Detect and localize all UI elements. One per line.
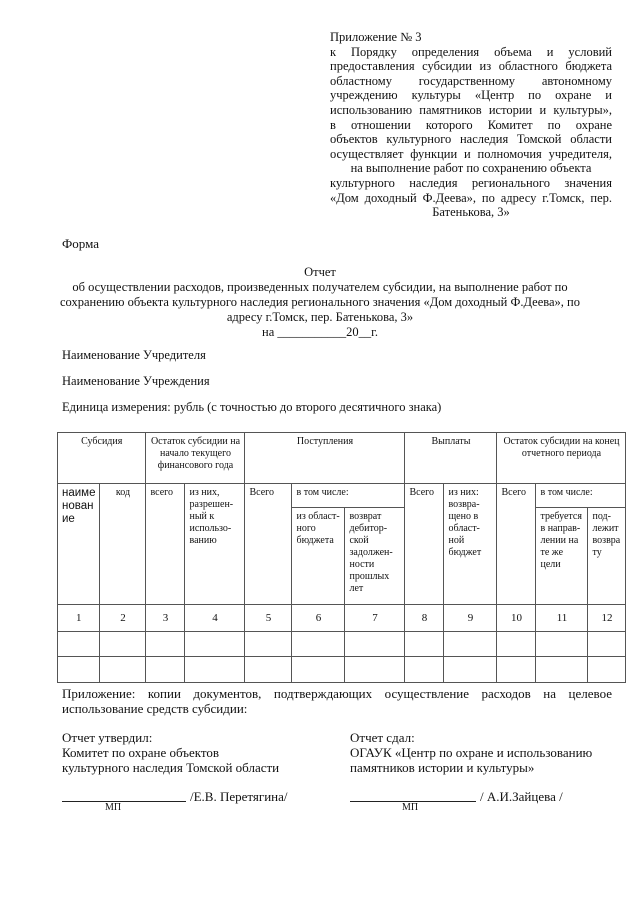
table-cell[interactable] [497, 632, 536, 657]
col-start-allowed: из них, разрешен-ный к использо-ванию [185, 484, 245, 605]
appendix-line: Батенькова, 3» [432, 205, 510, 220]
table-cell[interactable] [146, 657, 185, 683]
column-number: 6 [292, 605, 345, 632]
form-label: Форма [62, 236, 99, 251]
approved-org: Комитет по охране объектов [62, 745, 220, 760]
submitted-org: памятников истории и культуры» [350, 760, 535, 775]
column-number: 2 [100, 605, 146, 632]
appendix-line: «Дом доходный Ф.Деева», по адресу г.Томск, пер. [330, 190, 612, 205]
report-subtitle-line: адресу г.Томск, пер. Батенькова, 3» [226, 310, 414, 324]
table-cell[interactable] [536, 632, 588, 657]
approved-block [62, 730, 279, 775]
table-cell[interactable] [536, 657, 588, 683]
founder-name-label: Наименование Учредителя [62, 348, 206, 362]
column-number: 4 [185, 605, 245, 632]
header-payments: Выплаты [405, 433, 497, 484]
submitted-label: Отчет сдал: [350, 730, 415, 745]
table-cell[interactable] [588, 632, 626, 657]
column-numbers-row [58, 605, 626, 632]
approved-org: культурного наследия Томской области [62, 760, 280, 775]
appendix-line: объектов культурного наследия Томской области [330, 132, 612, 147]
col-income-regional: из област-ного бюджета [292, 508, 345, 605]
table-row [58, 632, 626, 657]
table-cell[interactable] [245, 657, 292, 683]
col-end-to-return: под-лежит возвра ту [588, 508, 626, 605]
table-cell[interactable] [444, 657, 497, 683]
table-cell[interactable] [497, 657, 536, 683]
table-cell[interactable] [245, 632, 292, 657]
report-subtitle-line: об осуществлении расходов, произведенных получателем субсидии, на выполнение работ по [72, 280, 568, 294]
approved-signatory: /Е.В. Перетягина/ [190, 789, 288, 804]
table-row [58, 657, 626, 683]
col-income-total: Всего [245, 484, 292, 605]
submitted-stamp: МП [402, 802, 419, 813]
appendix-line: областному государственному автономному [330, 73, 612, 88]
report-title-block [0, 265, 640, 340]
table-cell[interactable] [588, 657, 626, 683]
table-cell[interactable] [345, 657, 405, 683]
submitted-org: ОГАУК «Центр по охране и использованию [350, 745, 593, 760]
col-income-including: в том числе: [292, 484, 405, 508]
header-start-balance: Остаток субсидии на начало текущего финансового года [146, 433, 245, 484]
submitted-block [350, 730, 592, 775]
column-number: 12 [588, 605, 626, 632]
col-name: наиме нован ие [58, 484, 100, 605]
table-cell[interactable] [185, 632, 245, 657]
col-end-including: в том числе: [536, 484, 626, 508]
table-cell[interactable] [185, 657, 245, 683]
column-number: 8 [405, 605, 444, 632]
appendix-line: предоставления субсидии из областного бюджета [330, 59, 612, 74]
table-cell[interactable] [292, 632, 345, 657]
appendix-line: учреждению культуры «Центр по охране и [330, 88, 612, 103]
col-payments-total: Всего [405, 484, 444, 605]
approved-signature-line [62, 800, 186, 802]
col-income-debt-return: возврат дебитор-ской задолжен-ности прошлых лет [345, 508, 405, 605]
appendix-line: в отношении которого Комитет по охране [330, 117, 612, 132]
column-number: 11 [536, 605, 588, 632]
table-cell[interactable] [405, 632, 444, 657]
approved-label: Отчет утвердил: [62, 730, 153, 745]
appendix-line: к Порядку определения объема и условий [330, 44, 612, 59]
column-number: 1 [58, 605, 100, 632]
column-number: 9 [444, 605, 497, 632]
col-start-total: всего [146, 484, 185, 605]
unit-label: Единица измерения: рубль (с точностью до второго десятичного знака) [62, 400, 442, 414]
report-date-line: на ___________20__г. [262, 325, 378, 339]
appendix-line: осуществляет функции и полномочия учредителя, [330, 146, 612, 161]
col-end-total: Всего [497, 484, 536, 605]
table-cell[interactable] [146, 632, 185, 657]
report-subtitle-line: сохранению объекта культурного наследия регионального значения «Дом доходный Ф.Деева», по [59, 295, 581, 309]
header-income: Поступления [245, 433, 405, 484]
table-cell[interactable] [100, 657, 146, 683]
appendix-header [330, 30, 612, 220]
header-subsidy: Субсидия [58, 433, 146, 484]
table-cell[interactable] [345, 632, 405, 657]
col-payments-returned: из них: возвра-щено в област-ной бюджет [444, 484, 497, 605]
appendix-line: на выполнение работ по сохранению объекта [350, 161, 592, 176]
table-cell[interactable] [100, 632, 146, 657]
submitted-signatory: / А.И.Зайцева / [480, 789, 563, 804]
report-title: Отчет [304, 265, 336, 279]
col-code: код [100, 484, 146, 605]
column-number: 3 [146, 605, 185, 632]
report-table [57, 432, 626, 683]
table-cell[interactable] [405, 657, 444, 683]
column-number: 7 [345, 605, 405, 632]
approved-stamp: МП [105, 802, 122, 813]
column-number: 10 [497, 605, 536, 632]
table-cell[interactable] [292, 657, 345, 683]
appendix-line: культурного наследия регионального значения [330, 175, 612, 190]
institution-name-label: Наименование Учреждения [62, 374, 210, 388]
col-end-same-goals: требуется в направ-лении на те же цели [536, 508, 588, 605]
column-number: 5 [245, 605, 292, 632]
header-end-balance: Остаток субсидии на конец отчетного периода [497, 433, 626, 484]
table-cell[interactable] [58, 657, 100, 683]
appendix-line: Приложение № 3 [330, 30, 422, 44]
table-cell[interactable] [444, 632, 497, 657]
table-cell[interactable] [58, 632, 100, 657]
appendix-line: использованию памятников истории и культуры», [330, 102, 612, 117]
attachment-note: Приложение: копии документов, подтверждающих осуществление расходов на целевое использование средств субсидии: [62, 686, 612, 716]
